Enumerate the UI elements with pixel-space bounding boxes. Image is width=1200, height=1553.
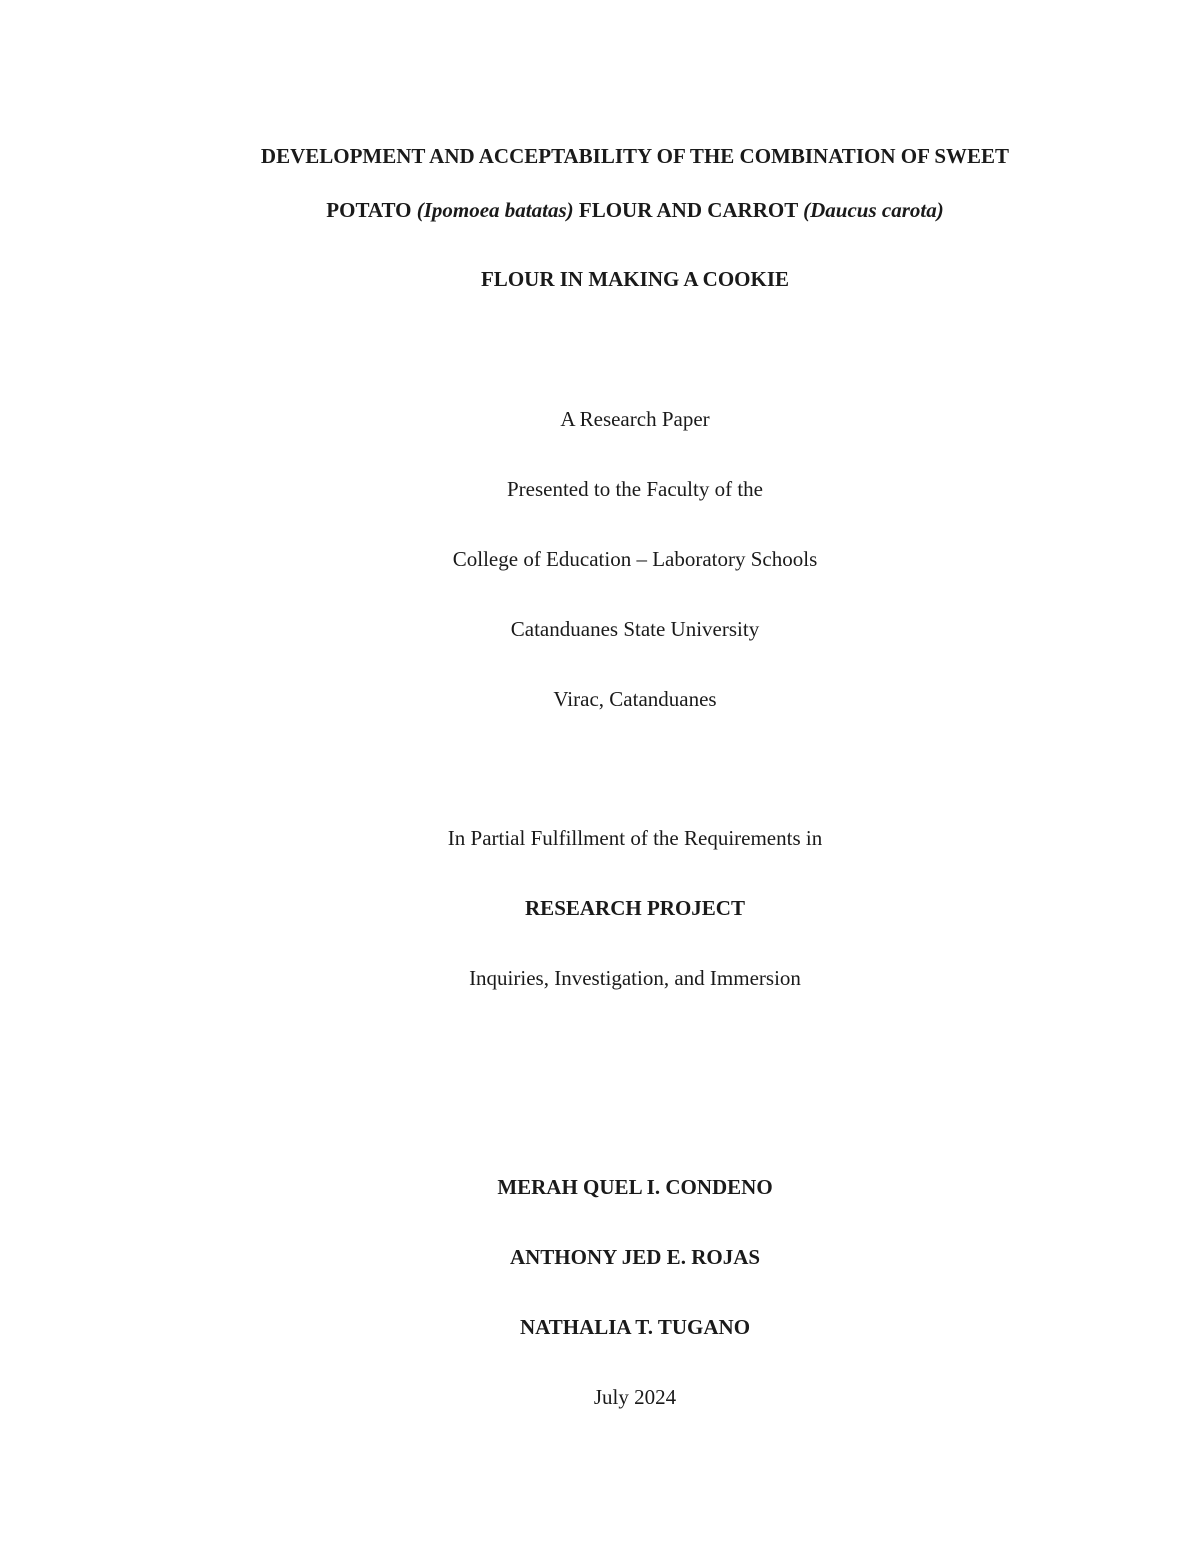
course-name: RESEARCH PROJECT [525,896,745,920]
submission-date: July 2024 [593,1385,677,1409]
title-line-2-part-a: POTATO [326,198,417,222]
university-name: Catanduanes State University [510,617,760,641]
title-line-3: FLOUR IN MAKING A COOKIE [480,267,790,291]
paper-type: A Research Paper [560,407,710,431]
college-name: College of Education – Laboratory Schools [452,547,818,571]
presented-to: Presented to the Faculty of the [506,477,764,501]
title-line-2 [0,197,1200,223]
carrot-scientific-name: (Daucus carota) [803,198,944,222]
sweet-potato-scientific-name: (Ipomoea batatas) [416,198,574,222]
author-3: NATHALIA T. TUGANO [519,1315,751,1339]
location: Virac, Catanduanes [553,687,717,711]
subject-name: Inquiries, Investigation, and Immersion [469,966,801,990]
title-line-2-part-c: FLOUR AND CARROT [573,198,804,222]
title-line-1: DEVELOPMENT AND ACCEPTABILITY OF THE COMBINATION OF SWEET [260,144,1010,168]
fulfillment-statement: In Partial Fulfillment of the Requirements in [447,826,823,850]
author-2: ANTHONY JED E. ROJAS [509,1245,761,1269]
author-1: MERAH QUEL I. CONDENO [497,1175,773,1199]
